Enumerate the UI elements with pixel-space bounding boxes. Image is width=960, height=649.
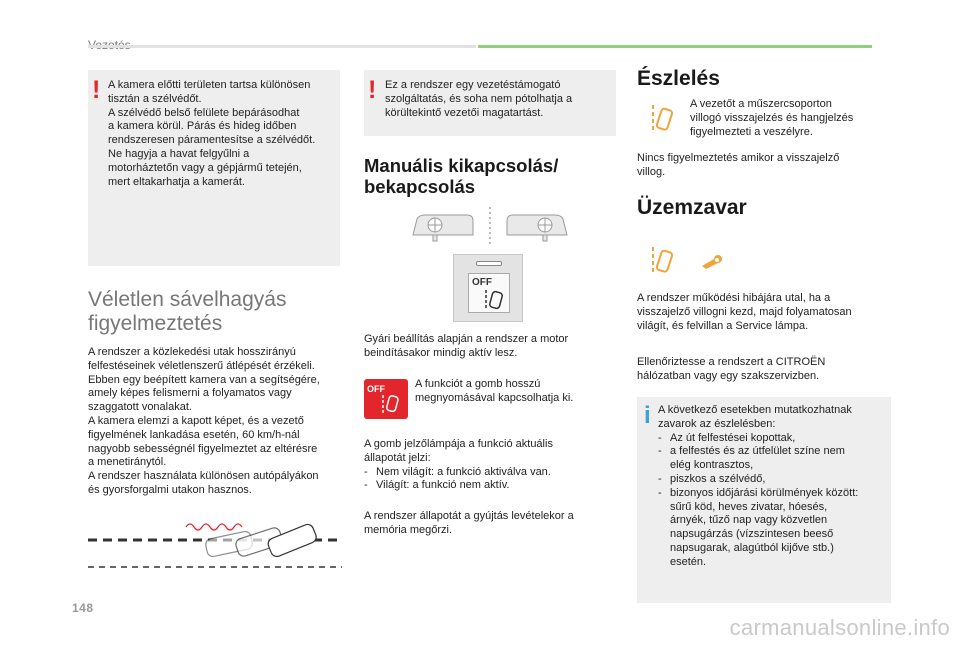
- text-line: Ne hagyja a havat felgyűlni a: [108, 147, 250, 160]
- off-button[interactable]: [468, 273, 510, 313]
- warning-icon: !: [368, 76, 377, 104]
- text-line: A vezetőt a műszercsoporton: [690, 98, 832, 110]
- off-label: OFF: [367, 384, 385, 394]
- heading-line: Manuális kikapcsolás/: [364, 155, 559, 176]
- text-line: motorháztetőn vagy a gépjármű tetején,: [108, 161, 302, 174]
- off-button-panel: [453, 254, 523, 322]
- header-rule-accent: [478, 45, 872, 48]
- list-item-line: - bizonyos időjárási körülmények között:: [670, 486, 859, 499]
- section-heading: [364, 155, 614, 197]
- service-check-text: [637, 356, 889, 384]
- watermark: carmanualsonline.info: [729, 615, 950, 640]
- text-line: állapotát jelzi:: [364, 451, 431, 464]
- text-line: megnyomásával kapcsolhatja ki.: [415, 391, 574, 404]
- text-line: memória megőrzi.: [364, 523, 453, 536]
- lane-fault-icon: [648, 245, 676, 277]
- text-line: mert eltakarhatja a kamerát.: [108, 175, 245, 188]
- page-number: 148: [72, 601, 94, 615]
- text-line: a menetiránytól.: [88, 456, 167, 469]
- info-text: [658, 404, 888, 570]
- text-line: és gyorsforgalmi utakon hasznos.: [88, 483, 252, 496]
- text-line: Ellenőriztesse a rendszert a CITROËN: [637, 356, 826, 368]
- list-item-line: sűrű köd, heves zivatar, hóesés,: [670, 500, 828, 513]
- list-item: [658, 432, 888, 446]
- lane-assist-icon: [483, 288, 507, 310]
- text-line: felfestéseinek véletlenszerű átlépését érzékeli.: [88, 359, 315, 372]
- indicator-lamp: [476, 261, 502, 266]
- heading-line: figyelmeztetés: [88, 312, 223, 335]
- text-line: A szélvédő belső felülete bepárásodhat: [108, 106, 300, 119]
- camera-warning-text: [108, 79, 340, 189]
- lamp-status-text: [364, 438, 616, 493]
- section-heading: [88, 288, 348, 336]
- list-item-line: - Az út felfestései kopottak,: [670, 431, 796, 444]
- section-heading: Üzemzavar: [637, 196, 747, 219]
- text-line: villogó visszajelzés és hangjelzés: [690, 111, 854, 124]
- lane-departure-description: [88, 346, 344, 498]
- lane-warning-icon: [648, 103, 676, 135]
- text-line: világít, és felvillan a Service lámpa.: [637, 319, 809, 332]
- memory-text: [364, 510, 616, 538]
- list-item-line: esetén.: [670, 555, 707, 568]
- fault-text: [637, 292, 889, 333]
- off-button-icon: [364, 379, 408, 419]
- list-item: - Nem világít: a funkció aktiválva van.: [364, 466, 616, 480]
- lane-departure-illustration: [86, 515, 344, 575]
- text-line: figyelmezteti a veszélyre.: [690, 125, 813, 138]
- text-line: zavarok az észlelésben:: [658, 417, 776, 430]
- vibration-wave: [186, 524, 242, 530]
- list-item-line: napsugárzás (vízszintesen beeső: [670, 528, 834, 541]
- text-line: figyelmének lankadása esetén, 60 km/h-nál: [88, 428, 300, 441]
- text-line: hálózatban vagy egy szakszervizben.: [637, 369, 820, 382]
- text-line: visszajelző villogni kezd, majd folyamatosan: [637, 305, 852, 318]
- list-item-line: árnyék, tűző nap vagy közvetlen: [670, 514, 828, 527]
- steering-wheel-illustration: [407, 205, 575, 247]
- text-line: szolgáltatás, és soha nem pótolhatja a: [385, 92, 573, 105]
- text-line: Gyári beállítás alapján a rendszer a motor: [364, 333, 569, 345]
- list-item-line: - piszkos a szélvédő,: [670, 472, 766, 485]
- text-line: amely képes felismerni a folyamatos vagy: [88, 387, 292, 400]
- info-list: [658, 432, 888, 570]
- text-line: Ez a rendszer egy vezetéstámogató: [385, 79, 561, 91]
- list-item-line: napsugarak, alagútból kijőve stb.): [670, 541, 834, 554]
- info-icon: i: [644, 402, 651, 429]
- lane-assist-icon: [380, 393, 402, 415]
- text-line: Nincs figyelmeztetés amikor a visszajelző: [637, 152, 840, 164]
- list-item: [658, 473, 888, 487]
- warning-icon: !: [92, 76, 101, 104]
- text-line: szaggatott vonalakat.: [88, 401, 192, 414]
- text-line: körültekintő vezetői magatartást.: [385, 106, 544, 119]
- detection-text: [690, 98, 890, 139]
- text-line: A rendszer a közlekedési utak hosszirányú: [88, 346, 296, 358]
- steering-wheel-icon: [507, 215, 567, 241]
- text-line: nagyobb sebességnél figyelmeztet az eltérésre: [88, 442, 318, 455]
- text-line: Ebben egy beépített kamera van a segítségére,: [88, 373, 320, 386]
- section-heading: Észlelés: [637, 67, 720, 90]
- header-rule: [88, 45, 476, 48]
- text-line: villog.: [637, 165, 666, 178]
- text-line: A kamera elemzi a kapott képet, és a vezető: [88, 414, 304, 427]
- text-line: A kamera előtti területen tartsa különösen: [108, 79, 311, 91]
- assist-warning-text: [385, 79, 613, 120]
- text-line: tisztán a szélvédőt.: [108, 92, 202, 105]
- text-line: A gomb jelzőlámpája a funkció aktuális: [364, 438, 553, 450]
- text-line: A következő esetekben mutatkozhatnak: [658, 404, 852, 416]
- heading-line: bekapcsolás: [364, 176, 476, 197]
- text-line: a kamera körül. Párás és hideg időben: [108, 120, 297, 133]
- text-line: A rendszer állapotát a gyújtás levételekor a: [364, 510, 574, 522]
- text-line: A funkciót a gomb hosszú: [415, 378, 541, 390]
- text-line: rendszeresen páramentesítse a szélvédőt.: [108, 134, 316, 147]
- default-setting-text: [364, 333, 616, 361]
- lamp-status-list: [364, 466, 616, 494]
- off-label: OFF: [472, 277, 492, 288]
- list-item-line: - a felfestés és az útfelület színe nem: [670, 445, 845, 458]
- list-item-line: elég kontrasztos,: [670, 459, 754, 472]
- text-line: A rendszer használata különösen autópályákon: [88, 470, 319, 483]
- text-line: beindításakor mindig aktív lesz.: [364, 346, 518, 359]
- wrench-icon: [700, 255, 722, 269]
- list-item: [658, 445, 888, 473]
- button-instruction-text: [415, 378, 615, 406]
- text-line: A rendszer működési hibájára utal, ha a: [637, 292, 831, 304]
- steering-wheel-icon: [413, 215, 473, 241]
- list-item: - Világít: a funkció nem aktív.: [364, 479, 616, 493]
- list-item: [658, 487, 888, 570]
- no-warning-text: [637, 152, 889, 180]
- heading-line: Véletlen sávelhagyás: [88, 288, 287, 311]
